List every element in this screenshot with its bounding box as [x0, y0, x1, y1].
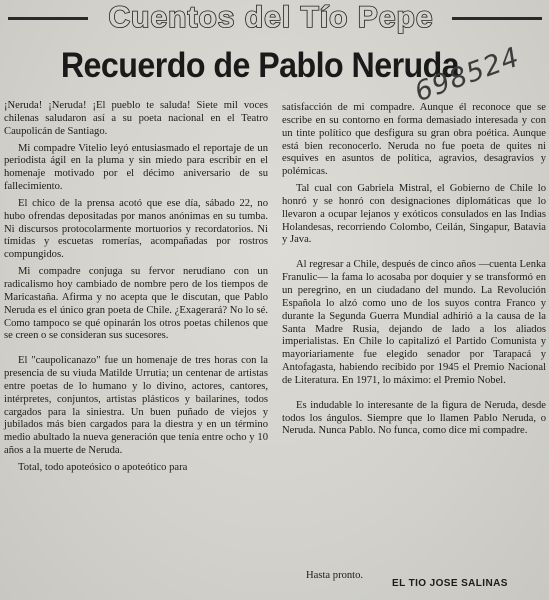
article-headline: Recuerdo de Pablo Neruda	[60, 46, 460, 85]
article-column-right	[282, 102, 546, 438]
masthead-rule-left	[8, 17, 88, 20]
handwritten-number: 698524	[410, 41, 524, 109]
paragraph: Mi compadre conjuga su fervor nerudiano con un radicalismo hoy cambiado de nombre pero de los tiempos de Maricastaña. Afirma y no acepta que le discutan, que Pablo Neruda es el único gran poeta de Chile. ¿Exagerará? No lo sé. Como tampoco se qué opinarán los otros poetas chilenos que se creen o se consideran sus sucesores.	[4, 266, 268, 342]
paragraph: Es indudable lo interesante de la figura de Neruda, desde todos los ángulos. Siempre que lo llamen Pablo Neruda, o Neruda. Nunca Pablo. No funca, como dice mi compadre.	[282, 399, 546, 437]
paragraph: Tal cual con Gabriela Mistral, el Gobierno de Chile lo honró y se honró con designaciones diplomáticas que lo llevaron a ocupar lejanos y exóticos consulados en las Indias Holandesas, recorriendo Colombo, Ceilán, Singapur, Batavia y Java.	[282, 183, 546, 246]
paragraph: ¡Neruda! ¡Neruda! ¡El pueblo te saluda! Siete mil voces chilenas saludaron así a su poeta nacional en el Teatro Caupolicán de Santiago.	[4, 100, 268, 137]
paragraph: Mi compadre Vitelio leyó entusiasmado el reportaje de un periodista ágil en la pluma y sin miedo para escribir en el homenaje motivado por el décimo aniversario de su fallecimiento.	[4, 142, 268, 193]
paragraph: El "caupolicanazo" fue un homenaje de tres horas con la presencia de su viuda Matilde Urrutia; un centenar de artistas entre poetas de lo humano y lo divino, actores, cantores, intérpretes, conjuntos, artistas plásticos y bailarines, todos cargados para la siniestra. Un buen puñado de viejos y jubilados más bien cargados para la diestra y en un término medio abultado la nueva generación que tenía entre ocho y 10 años a la muerte de Neruda.	[4, 355, 268, 457]
paragraph: Al regresar a Chile, después de cinco años —cuenta Lenka Franulic— la fama lo acosaba por doquier y se transformó en un peregrino, en un ciudadano del mundo. La Revolución Española lo alzó como uno de los suyos contra Franco y durante la Segunda Guerra Mundial adhirió a la causa de la Santa Madre Rusia, dejando de lado a los aliados imperialistas. En Chile lo capitalizó el Partido Comunista y mayoriariamente fue elegido senador por Tarapacá y Antofagasta, habiendo recibido por 1945 el Premio Nacional de Literatura. En 1971, lo máximo: el Premio Nobel.	[282, 259, 546, 386]
masthead	[0, 0, 549, 36]
paragraph: Total, todo apoteósico o apoteótico para	[18, 461, 188, 473]
masthead-title: Cuentos del Tío Pepe	[108, 1, 434, 34]
closing-line: Hasta pronto.	[306, 570, 364, 581]
paragraph: satisfacción de mi compadre. Aunque él reconoce que se escribe en su contorno en forma demasiado interesada y con un tinte político que desfigura su gran obra poética. Aunque está bien reconocerlo. Neruda no fue poeta de quites ni esquives en asuntos de política, agravios, desagravios y polémicas.	[282, 102, 546, 178]
masthead-rule-right	[452, 17, 542, 20]
paragraph: El chico de la prensa acotó que ese día, sábado 22, no hubo ofrendas depositadas por manos anónimas en su tumba. Ni discursos protocolarmente mortuorios y recordatorios. Ni tímidas y escuetas romerías, acompañadas por rostros compungidos.	[4, 197, 268, 261]
article-column-left	[4, 100, 268, 475]
author-signature: EL TIO JOSE SALINAS	[392, 578, 508, 589]
